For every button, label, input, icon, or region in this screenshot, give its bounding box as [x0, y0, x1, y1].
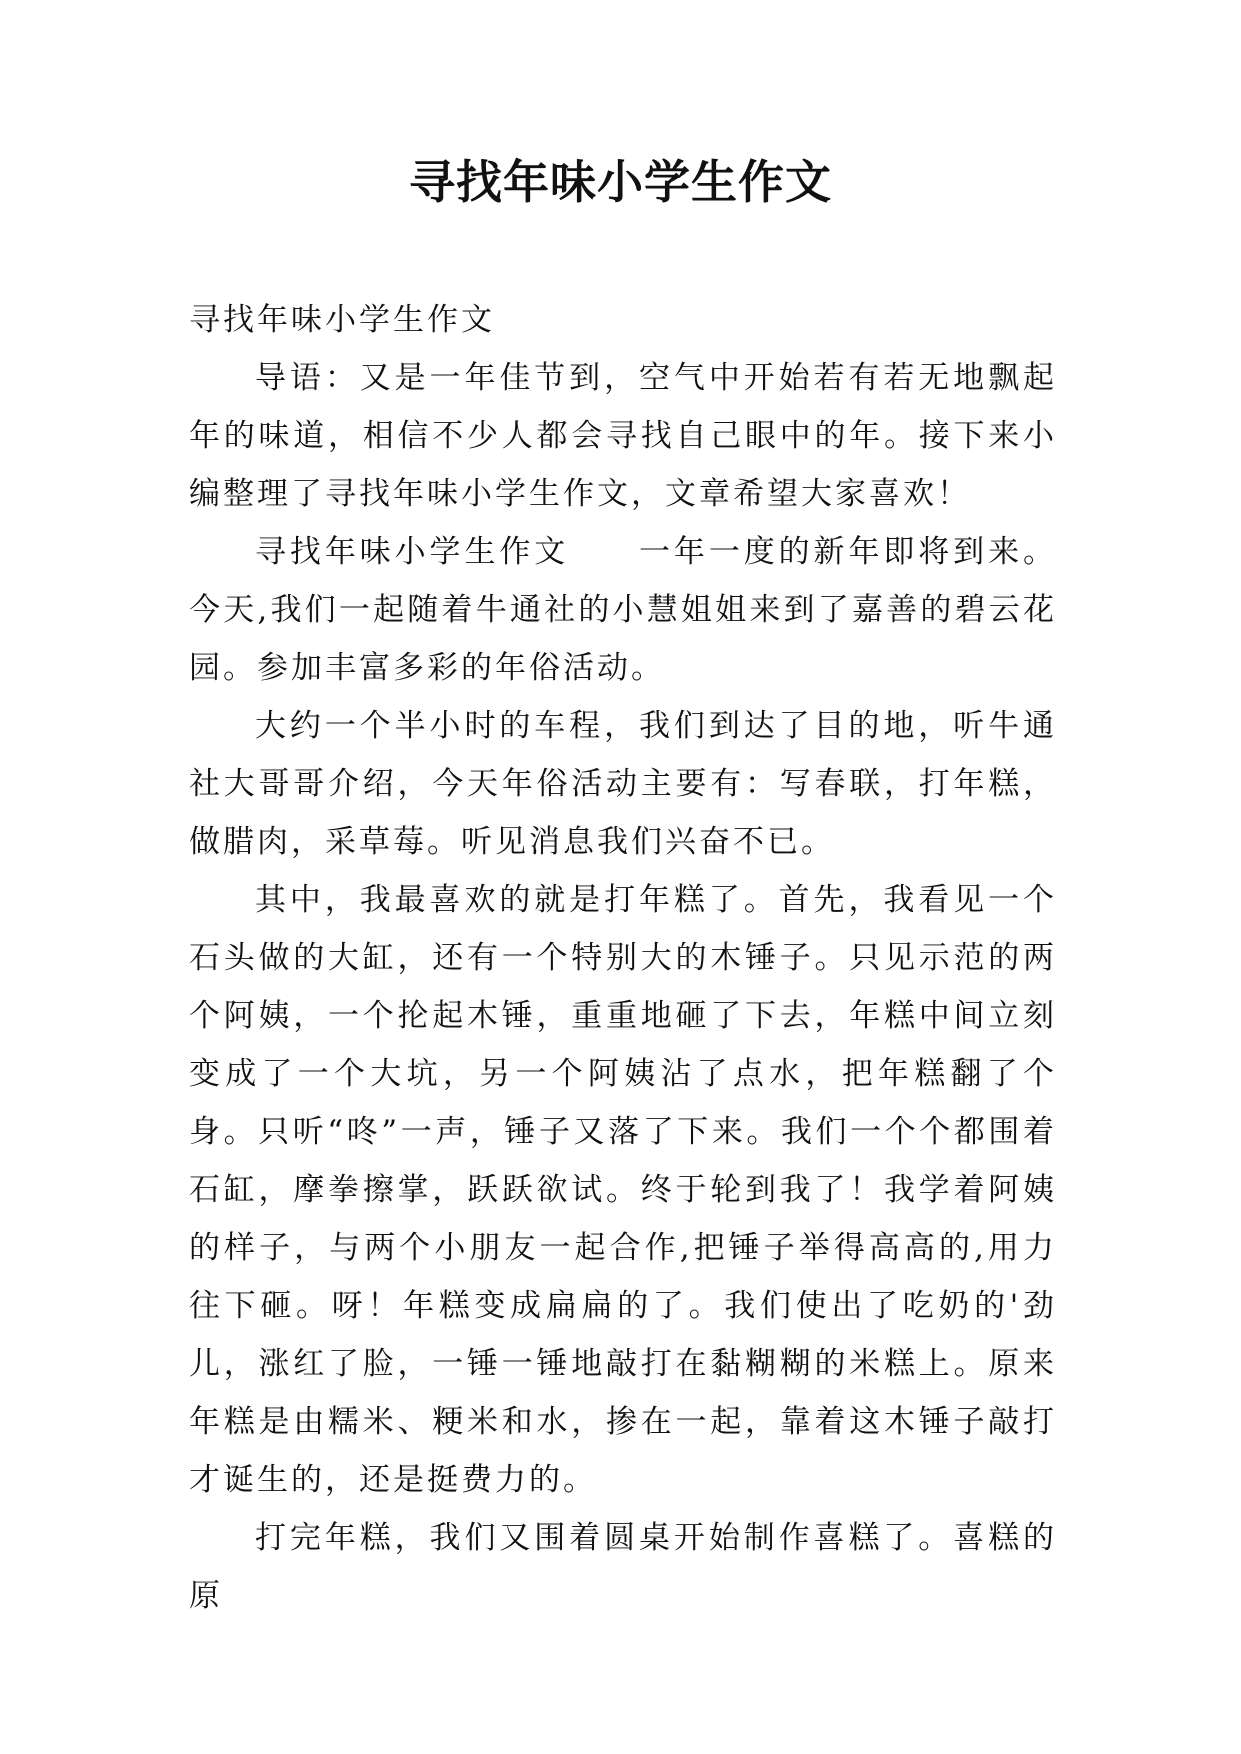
document-subtitle: 寻找年味小学生作文 [189, 302, 495, 338]
document-body [189, 291, 1057, 1625]
document-title: 寻找年味小学生作文 [409, 155, 832, 209]
paragraph-arrival: 大约一个半小时的车程，我们到达了目的地，听牛通社大哥哥介绍，今天年俗活动主要有：写春联，打年糕，做腊肉，采草莓。听见消息我们兴奋不已。 [189, 708, 1057, 860]
paragraph-celebration-cake: 打完年糕，我们又围着圆桌开始制作喜糕了。喜糕的原 [189, 1520, 1057, 1614]
paragraph-rice-cake: 其中，我最喜欢的就是打年糕了。首先，我看见一个石头做的大缸，还有一个特别大的木锤子。只见示范的两个阿姨，一个抡起木锤，重重地砸了下去，年糕中间立刻变成了一个大坑，另一个阿姨沾了点水，把年糕翻了个身。只听“咚”一声，锤子又落了下来。我们一个个都围着石缸，摩拳擦掌，跃跃欲试。终于轮到我了！我学着阿姨的样子，与两个小朋友一起合作,把锤子举得高高的,用力往下砸。呀！年糕变成扁扁的了。我们使出了吃奶的'劲儿，涨红了脸，一锤一锤地敲打在黏糊糊的米糕上。原来年糕是由糯米、粳米和水，掺在一起，靠着这木锤子敲打才诞生的，还是挺费力的。 [189, 882, 1057, 1498]
paragraph-intro: 导语：又是一年佳节到，空气中开始若有若无地飘起年的味道，相信不少人都会寻找自己眼中的年。接下来小编整理了寻找年味小学生作文，文章希望大家喜欢！ [189, 360, 1057, 512]
paragraph-opening: 寻找年味小学生作文 一年一度的新年即将到来。今天,我们一起随着牛通社的小慧姐姐来到了嘉善的碧云花园。参加丰富多彩的年俗活动。 [189, 534, 1057, 686]
